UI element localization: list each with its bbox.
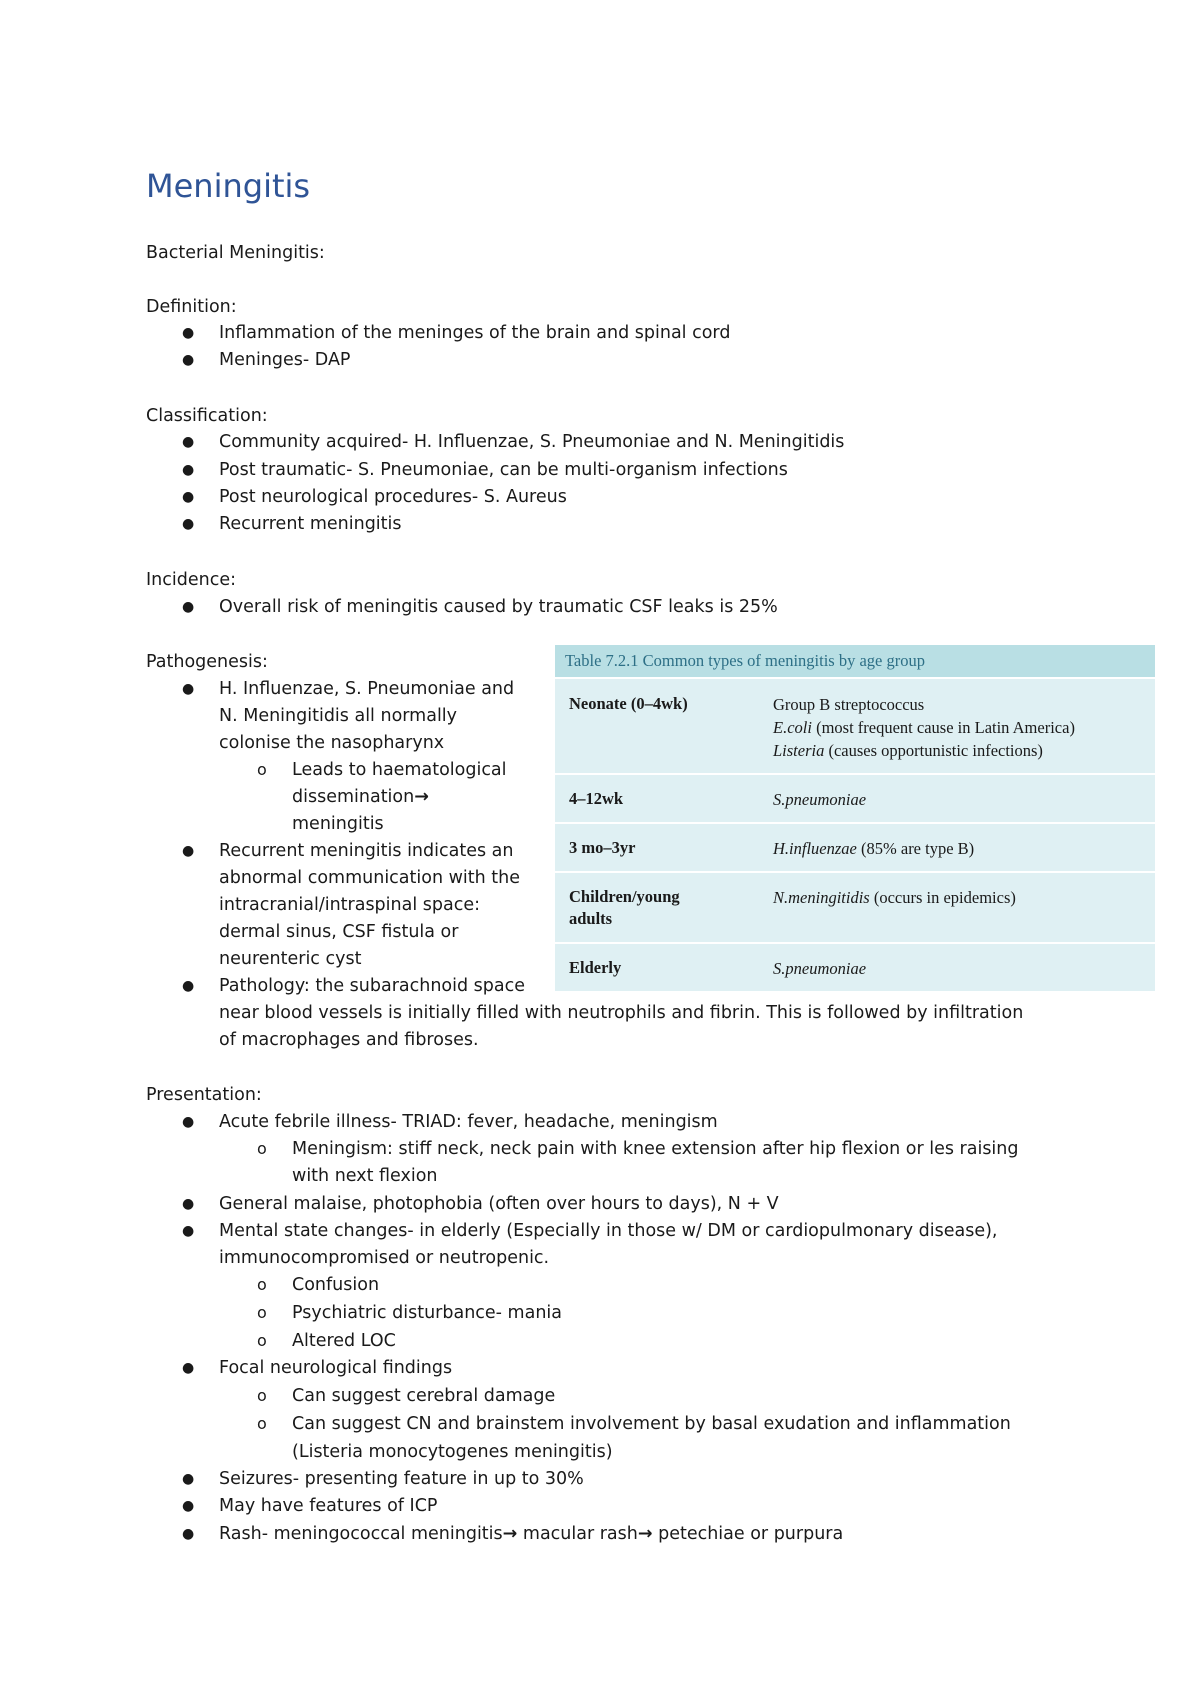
pathogenesis-item-line: Pathology: the subarachnoid space xyxy=(219,976,525,996)
bullet-icon: ● xyxy=(182,1114,195,1130)
presentation-heading: Presentation: xyxy=(146,1085,262,1105)
arrow-icon: → xyxy=(637,1524,653,1544)
bullet-icon: ● xyxy=(182,978,195,994)
bullet-icon: ● xyxy=(182,1526,195,1542)
sub-bullet-icon: o xyxy=(257,1331,267,1350)
definition-heading: Definition: xyxy=(146,297,237,317)
table-row xyxy=(555,871,1155,942)
classification-item: Post traumatic- S. Pneumoniae, can be multi-organism infections xyxy=(219,460,788,480)
table-cell-group: 4–12wk xyxy=(569,789,624,808)
pathogenesis-item-line: near blood vessels is initially filled with neutrophils and fibrin. This is followed by infiltration xyxy=(219,1003,1024,1023)
section-subtitle: Bacterial Meningitis: xyxy=(146,243,325,263)
organism-line xyxy=(773,739,1075,762)
table-cell-group: Neonate (0–4wk) xyxy=(569,694,688,713)
page-title: Meningitis xyxy=(146,167,311,205)
sub-bullet-icon: o xyxy=(257,1275,267,1294)
pathogenesis-item-line: neurenteric cyst xyxy=(219,949,362,969)
organism-italic: S.pneumoniae xyxy=(773,790,867,809)
presentation-sub-item: Can suggest CN and brainstem involvement by basal exudation and inflammation xyxy=(292,1414,1011,1434)
organism-italic: Listeria xyxy=(773,741,825,760)
pathogenesis-item-line: of macrophages and fibroses. xyxy=(219,1030,479,1050)
organism-line: Group B streptococcus xyxy=(773,695,925,714)
arrow-icon: → xyxy=(414,787,429,807)
table-cell-group: Elderly xyxy=(569,958,622,977)
pathogenesis-item-line: N. Meningitidis all normally xyxy=(219,706,458,726)
bullet-icon: ● xyxy=(182,1196,195,1212)
rash-text: Rash- meningococcal meningitis xyxy=(219,1524,503,1544)
pathogenesis-item-line: H. Influenzae, S. Pneumoniae and xyxy=(219,679,515,699)
pathogenesis-sub-line: Leads to haematological xyxy=(292,760,507,780)
bullet-icon: ● xyxy=(182,489,195,505)
bullet-icon: ● xyxy=(182,434,195,450)
classification-item: Recurrent meningitis xyxy=(219,514,402,534)
table-caption: Table 7.2.1 Common types of meningitis by age group xyxy=(555,645,1155,677)
bullet-icon: ● xyxy=(182,325,195,341)
classification-item: Post neurological procedures- S. Aureus xyxy=(219,487,567,507)
presentation-sub-item: Psychiatric disturbance- mania xyxy=(292,1303,562,1323)
pathogenesis-sub-text: dissemination xyxy=(292,787,415,807)
table-row xyxy=(555,677,1155,773)
presentation-item: May have features of ICP xyxy=(219,1496,438,1516)
presentation-sub-item: Confusion xyxy=(292,1275,380,1295)
pathogenesis-item-line: dermal sinus, CSF fistula or xyxy=(219,922,459,942)
organism-note: (85% are type B) xyxy=(856,839,975,858)
table-row xyxy=(555,773,1155,822)
table-cell-organism xyxy=(773,957,866,980)
pathogenesis-item-line: abnormal communication with the xyxy=(219,868,521,888)
pathogenesis-item-line: Recurrent meningitis indicates an xyxy=(219,841,514,861)
bullet-icon: ● xyxy=(182,352,195,368)
organism-line xyxy=(773,716,1075,739)
sub-bullet-icon: o xyxy=(257,1386,267,1405)
definition-item: Inflammation of the meninges of the brain and spinal cord xyxy=(219,323,731,343)
bullet-icon: ● xyxy=(182,516,195,532)
presentation-sub-item: Can suggest cerebral damage xyxy=(292,1386,556,1406)
arrow-icon: → xyxy=(502,1524,518,1544)
sub-bullet-icon: o xyxy=(257,1139,267,1158)
sub-bullet-icon: o xyxy=(257,1414,267,1433)
meningitis-age-table xyxy=(555,645,1155,991)
presentation-item: Acute febrile illness- TRIAD: fever, headache, meningism xyxy=(219,1112,718,1132)
classification-heading: Classification: xyxy=(146,406,268,426)
table-cell-organism xyxy=(773,837,974,860)
presentation-item xyxy=(219,1521,843,1547)
organism-italic: S.pneumoniae xyxy=(773,959,867,978)
bullet-icon: ● xyxy=(182,599,195,615)
organism-italic: H.influenzae xyxy=(773,839,857,858)
presentation-item: General malaise, photophobia (often over hours to days), N + V xyxy=(219,1194,779,1214)
group-line: Children/young xyxy=(569,887,680,906)
bullet-icon: ● xyxy=(182,462,195,478)
group-line: adults xyxy=(569,909,613,928)
table-row xyxy=(555,822,1155,871)
organism-italic: E.coli xyxy=(773,718,812,737)
table-row xyxy=(555,942,1155,991)
pathogenesis-item-line: intracranial/intraspinal space: xyxy=(219,895,481,915)
presentation-item: Mental state changes- in elderly (Especially in those w/ DM or cardiopulmonary disease), xyxy=(219,1221,998,1241)
incidence-item: Overall risk of meningitis caused by traumatic CSF leaks is 25% xyxy=(219,597,778,617)
organism-note: (occurs in epidemics) xyxy=(869,888,1016,907)
pathogenesis-heading: Pathogenesis: xyxy=(146,652,268,672)
bullet-icon: ● xyxy=(182,681,195,697)
table-cell-group: 3 mo–3yr xyxy=(569,838,636,857)
presentation-sub-item: Altered LOC xyxy=(292,1331,396,1351)
organism-note: (causes opportunistic infections) xyxy=(824,741,1043,760)
organism-note: (most frequent cause in Latin America) xyxy=(811,718,1075,737)
presentation-item: Focal neurological findings xyxy=(219,1358,453,1378)
classification-item: Community acquired- H. Influenzae, S. Pneumoniae and N. Meningitidis xyxy=(219,432,845,452)
incidence-heading: Incidence: xyxy=(146,570,236,590)
table-cell-organism xyxy=(773,788,866,811)
pathogenesis-sub-line xyxy=(292,784,429,810)
rash-text: macular rash xyxy=(517,1524,638,1544)
sub-bullet-icon: o xyxy=(257,760,267,779)
presentation-sub-item: (Listeria monocytogenes meningitis) xyxy=(292,1442,613,1462)
pathogenesis-item-line: colonise the nasopharynx xyxy=(219,733,445,753)
table-cell-organism xyxy=(773,693,1075,762)
presentation-sub-item: with next flexion xyxy=(292,1166,438,1186)
bullet-icon: ● xyxy=(182,1223,195,1239)
table-cell-organism xyxy=(773,886,1016,909)
bullet-icon: ● xyxy=(182,843,195,859)
presentation-item: Seizures- presenting feature in up to 30% xyxy=(219,1469,584,1489)
presentation-item: immunocompromised or neutropenic. xyxy=(219,1248,550,1268)
bullet-icon: ● xyxy=(182,1471,195,1487)
rash-text: petechiae or purpura xyxy=(652,1524,844,1544)
organism-italic: N.meningitidis xyxy=(773,888,870,907)
definition-item: Meninges- DAP xyxy=(219,350,351,370)
presentation-sub-item: Meningism: stiff neck, neck pain with knee extension after hip flexion or les raising xyxy=(292,1139,1019,1159)
bullet-icon: ● xyxy=(182,1498,195,1514)
table-cell-group xyxy=(569,886,680,930)
bullet-icon: ● xyxy=(182,1360,195,1376)
pathogenesis-sub-line: meningitis xyxy=(292,814,384,834)
sub-bullet-icon: o xyxy=(257,1303,267,1322)
